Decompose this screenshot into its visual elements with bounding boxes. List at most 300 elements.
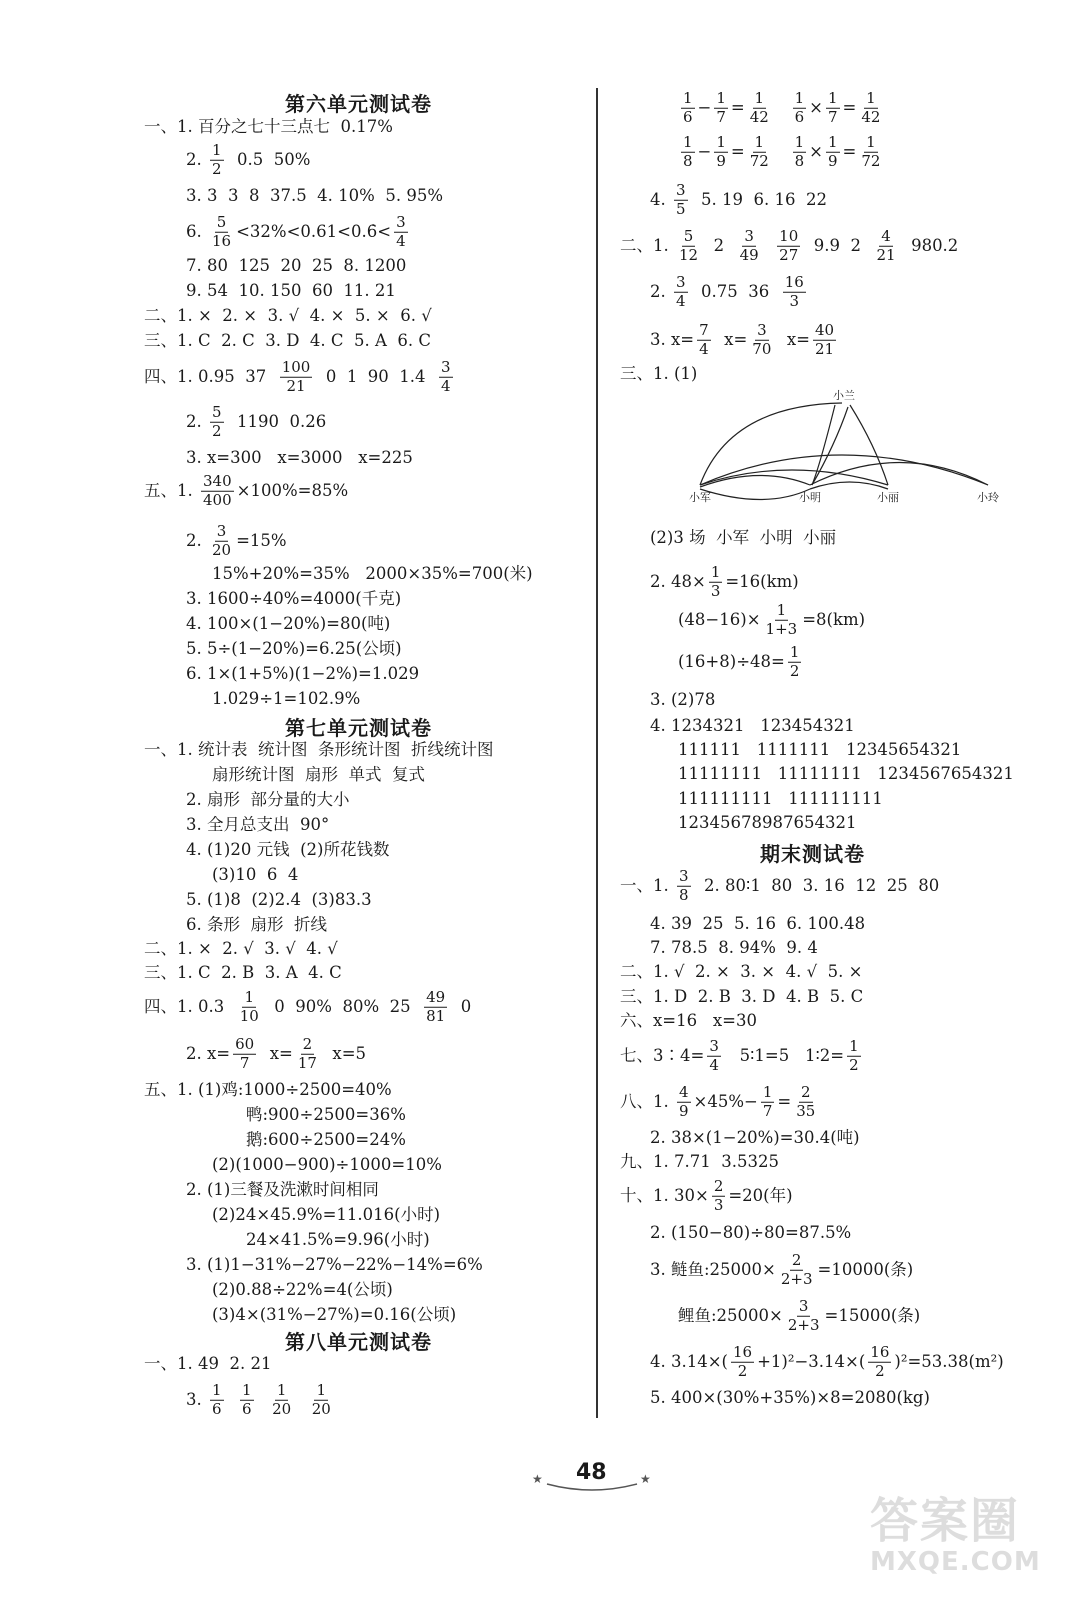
answer-line (212, 1279, 393, 1299)
answer-line (144, 962, 342, 982)
fraction-denominator: 400 (203, 490, 232, 509)
answer-text: 980.2 (900, 235, 959, 255)
fraction-denominator: 6 (242, 1399, 252, 1418)
answer-text: =8(km) (802, 609, 866, 629)
answer-text: 0 1 90 1.4 (315, 366, 437, 386)
answer-text: 二、1. √ 2. × 3. × 4. √ 5. × (620, 961, 863, 981)
answer-text: 3. x= (650, 329, 695, 349)
answer-text: 2. (186, 149, 207, 169)
answer-line (144, 938, 338, 958)
answer-text (257, 1392, 268, 1409)
fraction (233, 1034, 256, 1072)
answer-line (650, 272, 809, 310)
fraction-numerator: 3 (676, 272, 686, 291)
answer-text: 2. (186, 530, 207, 550)
answer-line (186, 521, 287, 559)
answer-text: 3. 1600÷40%=4000(千克) (186, 588, 402, 608)
answer-line (650, 1127, 860, 1147)
fraction-denominator: 20 (212, 540, 232, 559)
answer-text: 4. 39 25 5. 16 6. 100.48 (650, 913, 866, 933)
diagram-node-label: 小明 (799, 491, 821, 504)
fraction-numerator: 2 (791, 1250, 802, 1269)
fraction-numerator: 2 (801, 1082, 811, 1101)
answer-text: 4. (1)20 元钱 (2)所花钱数 (186, 839, 390, 859)
answer-text: 3. (2)78 (650, 689, 716, 709)
fraction (238, 987, 261, 1025)
fraction-denominator: 2 (212, 421, 222, 440)
answer-text: 2. x= (186, 1043, 231, 1063)
fraction-denominator: 4 (396, 231, 406, 250)
answer-line (186, 212, 411, 250)
answer-text: (2)24×45.9%=11.016(小时) (212, 1204, 441, 1224)
answer-text: 6. 条形 扇形 折线 (186, 914, 327, 934)
fraction-numerator: 3 (676, 180, 686, 199)
answer-text: x= (713, 329, 748, 349)
fraction-denominator: 2 (212, 159, 222, 178)
answer-text: 扇形统计图 扇形 单式 复式 (212, 764, 425, 784)
fraction-denominator: 42 (861, 107, 881, 126)
answer-text: =20(年) (728, 1185, 793, 1205)
match-edge (810, 463, 988, 486)
answer-text: 5. 19 6. 16 22 (690, 189, 827, 209)
fraction-numerator: 100 (281, 357, 311, 376)
fraction-denominator: 8 (683, 151, 693, 170)
answer-line (650, 1342, 1004, 1380)
fraction-numerator: 3 (744, 226, 754, 245)
answer-text: − (697, 97, 712, 117)
answer-text: 5. 400×(30%+35%)×8=2080(kg) (650, 1387, 930, 1407)
answer-text: 9.9 2 (803, 235, 872, 255)
fraction-numerator: 1 (866, 132, 876, 151)
fraction-denominator: 6 (212, 1399, 222, 1418)
answer-line (186, 140, 311, 178)
fraction (779, 1250, 815, 1288)
answer-line (650, 320, 839, 358)
fraction-denominator: 7 (716, 107, 726, 126)
answer-line (650, 913, 866, 933)
fraction-denominator: 1+3 (765, 619, 798, 638)
answer-text: =16(km) (725, 571, 799, 591)
answer-text: 一、1. (620, 875, 674, 895)
answer-line (620, 1176, 793, 1214)
fraction (210, 1380, 224, 1418)
answer-text: =15% (236, 530, 287, 550)
answer-line (678, 739, 962, 759)
fraction (794, 1082, 817, 1120)
fraction (783, 272, 806, 310)
fraction-denominator: 81 (426, 1006, 446, 1025)
answer-text: 三、1. (1) (620, 363, 698, 383)
fraction (210, 521, 233, 559)
answer-text: 4. 3.14×( (650, 1351, 728, 1371)
fraction (240, 1380, 254, 1418)
fraction (201, 471, 234, 509)
diagram-node-label: 小兰 (833, 389, 855, 402)
fraction-denominator: 8 (794, 151, 805, 170)
fraction (793, 88, 807, 126)
answer-line (186, 613, 391, 633)
answer-line (650, 180, 827, 218)
fraction-numerator: 1 (683, 88, 693, 107)
unit8-title: 第八单元测试卷 (285, 1330, 432, 1354)
answer-text: 11111111 11111111 1234567654321 (678, 763, 1014, 783)
answer-text: 一、1. 统计表 统计图 条形统计图 折线统计图 (144, 739, 494, 759)
watermark-logo (870, 1482, 1041, 1577)
fraction (859, 88, 882, 126)
answer-text: ×100%=85% (236, 480, 349, 500)
answer-text: 0 (450, 996, 472, 1016)
answer-text: x= (776, 329, 811, 349)
fraction-numerator: 3 (709, 1036, 719, 1055)
answer-text: = (842, 97, 857, 117)
answer-text: 十、1. 30× (620, 1185, 709, 1205)
answer-text: 7. 78.5 8. 94% 9. 4 (650, 937, 818, 957)
answer-text: 0.75 36 (690, 281, 780, 301)
answer-text: =10000(条) (817, 1259, 914, 1279)
answer-text: 1190 0.26 (226, 411, 327, 431)
fraction-denominator: 7 (827, 107, 838, 126)
fraction-denominator: 4 (676, 291, 686, 310)
fraction-denominator: 9 (827, 151, 838, 170)
fraction (210, 212, 233, 250)
answer-text: 3. (1)1−31%−27%−22%−14%=6% (186, 1254, 483, 1274)
answer-line (186, 280, 396, 300)
answer-text: 三、1. D 2. B 3. D 4. B 5. C (620, 986, 864, 1006)
fraction-numerator: 16 (870, 1342, 890, 1361)
fraction-numerator: 1 (794, 132, 805, 151)
match-edge (700, 475, 810, 487)
fraction (750, 320, 773, 358)
watermark-text: 答案圈 (870, 1493, 1021, 1549)
answer-line (186, 839, 390, 859)
fraction-denominator: 3 (710, 581, 721, 600)
fraction (826, 132, 840, 170)
fraction (210, 140, 224, 178)
answer-text: 鸭:900÷2500=36% (246, 1104, 406, 1124)
fraction (677, 226, 700, 264)
fraction-denominator: 5 (676, 199, 686, 218)
final-exam-title: 期末测试卷 (760, 842, 865, 866)
answer-line (144, 330, 432, 350)
answer-text: 八、1. (620, 1091, 674, 1111)
fraction (681, 88, 695, 126)
answer-line (186, 185, 443, 205)
fraction (859, 132, 882, 170)
fraction-numerator: 5 (683, 226, 694, 245)
answer-line (678, 642, 804, 680)
answer-text: 3. 全月总支出 90° (186, 814, 330, 834)
fraction-denominator: 2 (737, 1361, 748, 1380)
fraction-numerator: 3 (757, 320, 767, 339)
answer-line (246, 1129, 406, 1149)
answer-line (144, 116, 393, 136)
fraction (677, 1082, 691, 1120)
answer-text: +1)²−3.14×( (757, 1351, 866, 1371)
answer-text: 2. (1)三餐及洗漱时间相同 (186, 1179, 379, 1199)
unit6-title: 第六单元测试卷 (285, 92, 432, 116)
fraction-denominator: 6 (683, 107, 693, 126)
fraction-numerator: 1 (242, 1380, 252, 1399)
fraction (709, 562, 723, 600)
answer-text: 2. 80∶1 80 3. 16 12 25 80 (693, 875, 940, 895)
fraction-denominator: 9 (679, 1101, 689, 1120)
answer-line (212, 563, 533, 583)
match-edge (700, 455, 988, 485)
answer-text: (2)0.88÷22%=4(公顷) (212, 1279, 393, 1299)
answer-line (144, 357, 456, 395)
answer-text: 5. (1)8 (2)2.4 (3)83.3 (186, 889, 372, 909)
fraction (714, 88, 728, 126)
fraction (697, 320, 711, 358)
diagram-node-label: 小军 (689, 491, 711, 504)
answer-text (764, 238, 775, 255)
diagram-node-label: 小玲 (977, 491, 999, 504)
fraction-numerator: 1 (762, 1082, 773, 1101)
fraction-denominator: 72 (749, 151, 769, 170)
answer-text: 三、1. C 2. C 3. D 4. C 5. A 6. C (144, 330, 432, 350)
answer-text: 3. x=300 x=3000 x=225 (186, 447, 413, 467)
answer-text: 六、x=16 x=30 (620, 1010, 757, 1030)
answer-text: )²=53.38(m²) (894, 1351, 1004, 1371)
answer-line (186, 638, 402, 658)
fraction (748, 88, 771, 126)
fraction-denominator: 20 (311, 1399, 331, 1418)
answer-line (650, 527, 837, 547)
fraction-numerator: 1 (683, 132, 693, 151)
answer-line (144, 471, 349, 509)
answer-line (246, 1229, 430, 1249)
answer-text: 4. 100×(1−20%)=80(吨) (186, 613, 391, 633)
answer-text: (48−16)× (678, 609, 761, 629)
fraction (786, 1296, 822, 1334)
answer-line (620, 363, 698, 383)
answer-text: x= (259, 1043, 293, 1063)
fraction (280, 357, 313, 395)
answer-text (227, 1392, 238, 1409)
answer-text: (2)3 场 小军 小明 小丽 (650, 527, 837, 547)
answer-line (678, 788, 883, 808)
fraction-denominator: 21 (876, 245, 896, 264)
fraction-numerator: 1 (754, 132, 765, 151)
fraction-denominator: 4 (699, 339, 709, 358)
answer-text: 七、3∶4= (620, 1045, 705, 1065)
answer-text: 6. (186, 221, 207, 241)
answer-text: 五、1. (144, 480, 198, 500)
fraction-numerator: 10 (779, 226, 799, 245)
fraction (296, 1034, 319, 1072)
fraction-numerator: 16 (733, 1342, 753, 1361)
answer-text: 4. 1234321 123454321 (650, 715, 855, 735)
match-edge (700, 489, 810, 500)
answer-line (678, 812, 857, 832)
answer-text: 4. (650, 189, 671, 209)
fraction (788, 642, 802, 680)
answer-text: 2 (703, 235, 735, 255)
answer-text: 2. (650, 281, 671, 301)
fraction-numerator: 1 (866, 88, 876, 107)
answer-text: 111111111 111111111 (678, 788, 883, 808)
fraction-denominator: 21 (815, 339, 835, 358)
answer-line (186, 914, 327, 934)
fraction-denominator: 7 (239, 1053, 250, 1072)
answer-line (650, 715, 855, 735)
fraction-numerator: 5 (212, 402, 222, 421)
answer-line (144, 1353, 272, 1373)
fraction-denominator: 17 (297, 1053, 317, 1072)
fraction-denominator: 2+3 (787, 1315, 820, 1334)
answer-text: 3. 鲢鱼:25000× (650, 1259, 776, 1279)
fraction-numerator: 1 (827, 88, 838, 107)
fraction-denominator: 72 (861, 151, 881, 170)
answer-line (620, 1082, 820, 1120)
answer-text: 5. 5÷(1−20%)=6.25(公顷) (186, 638, 402, 658)
answer-text: 9. 54 10. 150 60 11. 21 (186, 280, 396, 300)
fraction-numerator: 16 (784, 272, 804, 291)
fraction-denominator: 16 (212, 231, 232, 250)
fraction-denominator: 12 (679, 245, 699, 264)
fraction-denominator: 2 (875, 1361, 885, 1380)
fraction (793, 132, 807, 170)
answer-line (212, 764, 425, 784)
answer-line (650, 1387, 930, 1407)
fraction (874, 226, 897, 264)
fraction (270, 1380, 293, 1418)
answer-text: 2. (186, 411, 207, 431)
fraction-numerator: 3 (679, 866, 689, 885)
answer-line (186, 889, 372, 909)
fraction (761, 1082, 775, 1120)
fraction (712, 1176, 726, 1214)
fraction (731, 1342, 754, 1380)
fraction-numerator: 1 (789, 642, 800, 661)
fraction-numerator: 1 (212, 1380, 222, 1399)
fraction-numerator: 2 (302, 1034, 313, 1053)
fraction-denominator: 2+3 (780, 1269, 813, 1288)
answer-line (144, 305, 432, 325)
answer-text: 四、1. 0.3 (144, 996, 235, 1016)
fraction (748, 132, 771, 170)
star-icon: ★ (532, 1472, 543, 1486)
fraction (677, 866, 691, 904)
answer-text: 12345678987654321 (678, 812, 857, 832)
answer-line (678, 763, 1014, 783)
answer-text: 四、1. 0.95 37 (144, 366, 277, 386)
answer-text: 5∶1=5 1∶2= (723, 1045, 845, 1065)
answer-text: 0.5 50% (226, 149, 311, 169)
fraction-denominator: 3 (713, 1195, 724, 1214)
answer-line (650, 689, 716, 709)
fraction-numerator: 1 (754, 88, 765, 107)
answer-line (650, 1250, 914, 1288)
answer-text: 五、1. (1)鸡:1000÷2500=40% (144, 1079, 392, 1099)
fraction-numerator: 3 (441, 357, 451, 376)
answer-line (186, 402, 327, 440)
fraction-denominator: 2 (849, 1055, 859, 1074)
answer-line (212, 688, 361, 708)
fraction-denominator: 49 (739, 245, 759, 264)
answer-text: <32%<0.61<0.6̇< (236, 221, 392, 241)
answer-line (186, 663, 420, 683)
fraction (310, 1380, 333, 1418)
answer-text: 1.029÷1=102.9% (212, 688, 361, 708)
answer-line (212, 864, 299, 884)
answer-text: 2. (150−80)÷80=87.5% (650, 1222, 852, 1242)
page-number: 48 (576, 1460, 607, 1485)
fraction (681, 132, 695, 170)
fraction-denominator: 10 (239, 1006, 259, 1025)
fraction-numerator: 1 (244, 987, 255, 1006)
answer-text: 二、1. (620, 235, 674, 255)
answer-text: 2. 38×(1−20%)=30.4(吨) (650, 1127, 860, 1147)
match-edge (810, 482, 888, 489)
fraction-numerator: 5 (216, 212, 227, 231)
answer-text: 15%+20%=35% 2000×35%=700(米) (212, 563, 533, 583)
fraction-numerator: 1 (276, 1380, 287, 1399)
fraction-numerator: 1 (316, 1380, 326, 1399)
answer-line (186, 1380, 336, 1418)
fraction (394, 212, 408, 250)
answer-text: × (809, 97, 823, 117)
fraction (707, 1036, 721, 1074)
answer-line (144, 1079, 392, 1099)
fraction-numerator: 1 (716, 88, 726, 107)
fraction-denominator: 3 (789, 291, 800, 310)
answer-line (620, 866, 940, 904)
answer-line (620, 226, 959, 264)
answer-line (144, 987, 472, 1025)
fraction-numerator: 340 (203, 471, 232, 490)
answer-text: 3. (186, 1389, 207, 1409)
fraction (674, 272, 688, 310)
answer-line (186, 814, 330, 834)
answer-text: = (842, 141, 857, 161)
answer-text: = (730, 141, 745, 161)
fraction (777, 226, 800, 264)
answer-text: 九、1. 7.71 3.5325 (620, 1151, 779, 1171)
fraction (210, 402, 224, 440)
answer-line (186, 1179, 379, 1199)
match-edge (850, 405, 888, 485)
fraction (714, 132, 728, 170)
answer-line (186, 1034, 367, 1072)
answer-line (186, 1254, 483, 1274)
fraction (813, 320, 836, 358)
fraction-denominator: 9 (716, 151, 726, 170)
answer-text (774, 100, 790, 117)
answer-line (246, 1104, 406, 1124)
unit7-title: 第七单元测试卷 (285, 716, 432, 740)
fraction (738, 226, 761, 264)
fraction-denominator: 20 (272, 1399, 292, 1418)
answer-line (678, 132, 885, 170)
answer-text (774, 144, 790, 161)
fraction-denominator: 21 (286, 376, 306, 395)
answer-line (650, 1222, 852, 1242)
answer-text: (3)4×(31%−27%)=0.16(公顷) (212, 1304, 457, 1324)
fraction (847, 1036, 861, 1074)
answer-text: 7. 80 125 20 25 8. 1200 (186, 255, 407, 275)
fraction-numerator: 1 (716, 132, 726, 151)
fraction-numerator: 2 (713, 1176, 724, 1195)
star-icon: ★ (640, 1472, 651, 1486)
answer-line (144, 739, 494, 759)
fraction-numerator: 40 (815, 320, 835, 339)
answer-line (678, 88, 885, 126)
answer-line (620, 986, 864, 1006)
fraction (424, 987, 447, 1025)
answer-line (678, 1296, 921, 1334)
answer-line (650, 937, 818, 957)
